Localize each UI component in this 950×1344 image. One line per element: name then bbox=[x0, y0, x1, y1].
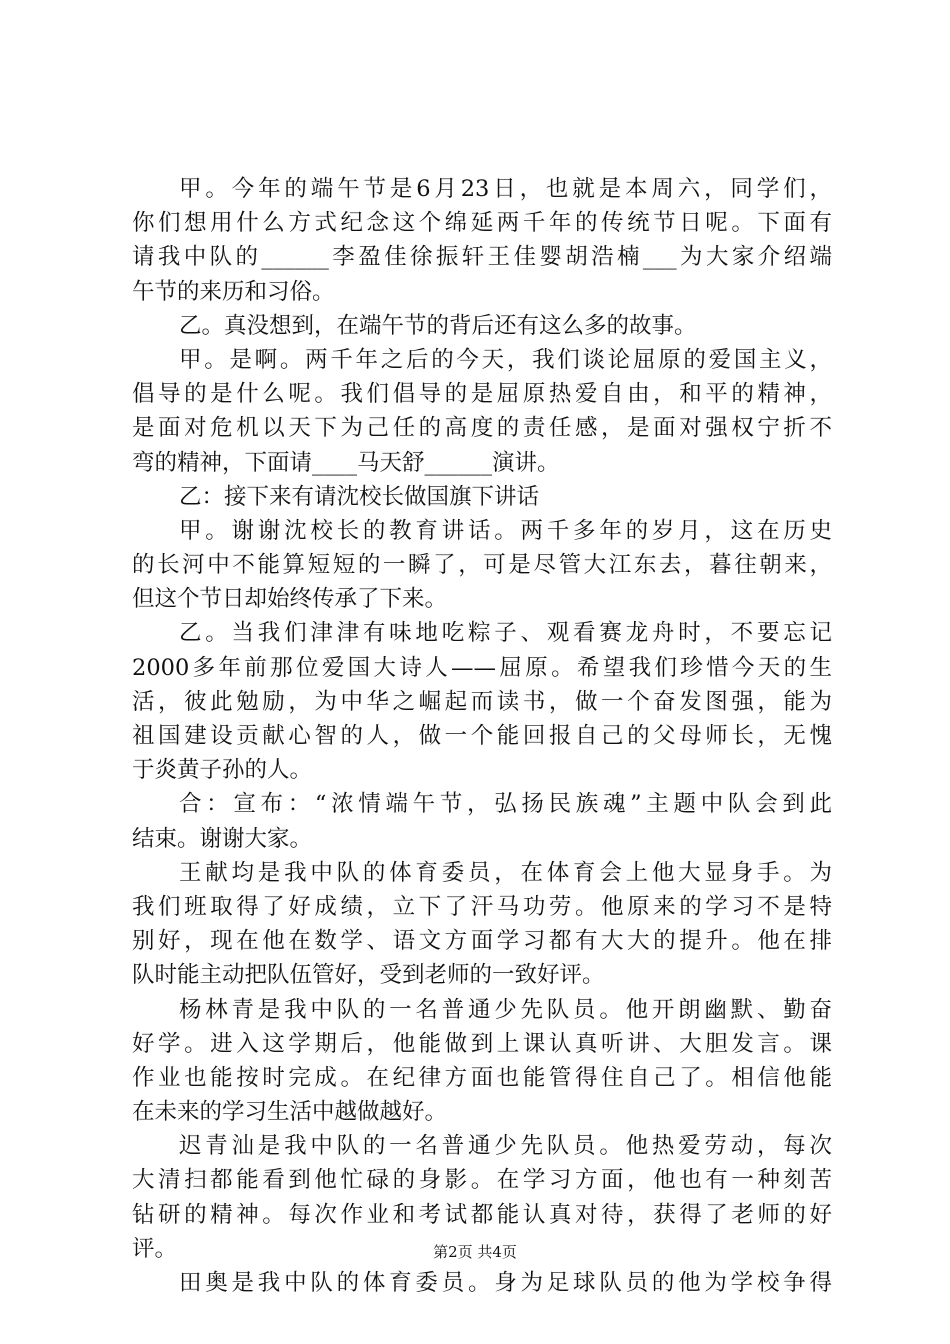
text-line: 队时能主动把队伍管好，受到老师的一致好评。 bbox=[132, 962, 605, 989]
text-line: 甲。今年的端午节是6月23日，也就是本周六，同学们， bbox=[179, 176, 832, 202]
text-line: 结束。谢谢大家。 bbox=[132, 825, 313, 852]
text-line: 于炎黄子孙的人。 bbox=[132, 757, 313, 784]
text-line: 王献均是我中队的体育委员，在体育会上他大显身手。为 bbox=[179, 859, 832, 886]
text-line: 请我中队的______李盈佳徐振轩王佳婴胡浩楠___为大家介绍端 bbox=[132, 244, 832, 271]
text-line: 大清扫都能看到他忙碌的身影。在学习方面，他也有一种刻苦 bbox=[132, 1167, 832, 1194]
text-line: 2000多年前那位爱国大诗人——屈原。希望我们珍惜今天的生 bbox=[132, 654, 832, 681]
document-body bbox=[132, 172, 832, 1300]
text-line: 的长河中不能算短短的一瞬了，可是尽管大江东去，暮往朝来， bbox=[132, 552, 832, 579]
text-line: 弯的精神，下面请____马天舒______演讲。 bbox=[132, 449, 560, 476]
text-line: 作业也能按时完成。在纪律方面也能管得住自己了。相信他能 bbox=[132, 1064, 832, 1091]
text-line: 我们班取得了好成绩，立下了汗马功劳。他原来的学习不是特 bbox=[132, 893, 832, 920]
text-line: 迟青汕是我中队的一名普通少先队员。他热爱劳动，每次 bbox=[179, 1133, 832, 1160]
text-line: 在未来的学习生活中越做越好。 bbox=[132, 1099, 448, 1126]
text-line: 倡导的是什么呢。我们倡导的是屈原热爱自由，和平的精神， bbox=[132, 381, 832, 408]
text-line: 活，彼此勉励，为中华之崛起而读书，做一个奋发图强，能为 bbox=[132, 688, 832, 715]
text-line: 乙。当我们津津有味地吃粽子、观看赛龙舟时，不要忘记 bbox=[179, 620, 832, 647]
text-line: 评。 bbox=[132, 1235, 178, 1262]
page-number-label: 第2页 共4页 bbox=[433, 1243, 517, 1261]
text-line: 祖国建设贡献心智的人，做一个能回报自己的父母师长，无愧 bbox=[132, 723, 832, 749]
text-line: 钻研的精神。每次作业和考试都能认真对待，获得了老师的好 bbox=[132, 1201, 832, 1228]
text-line: 杨林青是我中队的一名普通少先队员。他开朗幽默、勤奋 bbox=[179, 996, 832, 1023]
text-line: 别好，现在他在数学、语文方面学习都有大大的提升。他在排 bbox=[132, 928, 832, 955]
text-line: 乙。真没想到，在端午节的背后还有这么多的故事。 bbox=[179, 312, 697, 339]
text-line: 合：宣布：“浓情端午节，弘扬民族魂”主题中队会到此 bbox=[179, 791, 832, 818]
text-line: 乙：接下来有请沈校长做国旗下讲话 bbox=[179, 483, 540, 510]
text-line: 但这个节日却始终传承了下来。 bbox=[132, 586, 448, 613]
text-line: 甲。是啊。两千年之后的今天，我们谈论屈原的爱国主义， bbox=[179, 346, 832, 373]
page-footer bbox=[0, 1242, 950, 1262]
text-line: 甲。谢谢沈校长的教育讲话。两千多年的岁月，这在历史 bbox=[179, 517, 832, 544]
text-line: 你们想用什么方式纪念这个绵延两千年的传统节日呢。下面有 bbox=[132, 210, 832, 237]
text-line: 是面对危机以天下为己任的高度的责任感，是面对强权宁折不 bbox=[132, 415, 832, 442]
text-line: 田奥是我中队的体育委员。身为足球队员的他为学校争得 bbox=[179, 1270, 832, 1296]
text-line: 好学。进入这学期后，他能做到上课认真听讲、大胆发言。课 bbox=[132, 1030, 832, 1057]
text-line: 午节的来历和习俗。 bbox=[132, 278, 335, 305]
